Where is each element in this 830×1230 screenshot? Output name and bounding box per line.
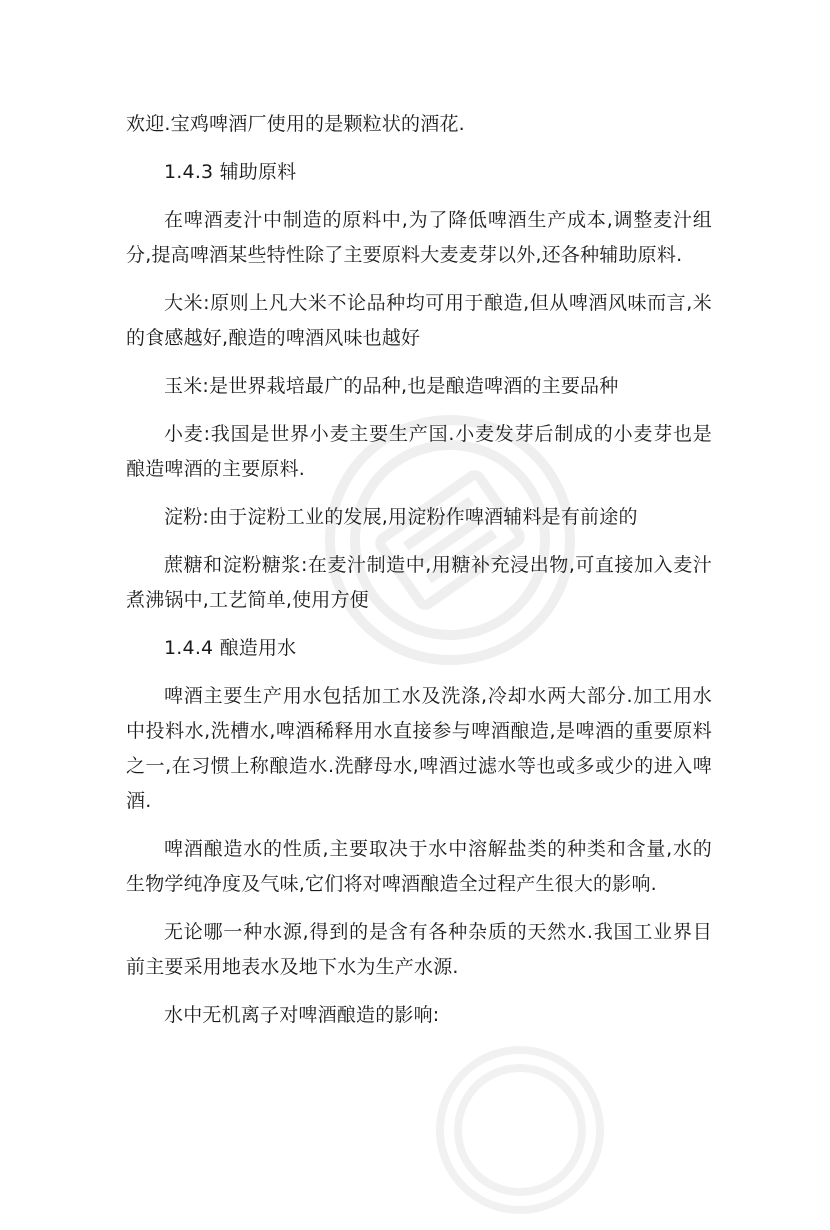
paragraph-starch: 淀粉:由于淀粉工业的发展,用淀粉作啤酒辅料是有前途的 xyxy=(164,506,638,528)
paragraph-water-sources: 无论哪一种水源,得到的是含有各种杂质的天然水.我国工业界目前主要采用地表水及地下水为生产水源. xyxy=(126,921,712,978)
section-heading-1-4-4: 1.4.4 酿造用水 xyxy=(164,637,297,659)
paragraph-inorganic-ions: 水中无机离子对啤酒酿造的影响: xyxy=(164,1004,440,1026)
document-body xyxy=(126,107,712,1033)
paragraph-rice: 大米:原则上凡大米不论品种均可用于酿造,但从啤酒风味而言,米的食感越好,酿造的啤酒风味也越好 xyxy=(126,292,712,349)
paragraph-sugar-syrup: 蔗糖和淀粉糖浆:在麦汁制造中,用糖补充浸出物,可直接加入麦汁煮沸锅中,工艺简单,使用方便 xyxy=(126,554,712,611)
section-heading-1-4-3: 1.4.3 辅助原料 xyxy=(164,161,297,183)
paragraph-corn: 玉米:是世界栽培最广的品种,也是酿造啤酒的主要品种 xyxy=(164,375,619,397)
paragraph-auxiliary-materials: 在啤酒麦汁中制造的原料中,为了降低啤酒生产成本,调整麦汁组分,提高啤酒某些特性除了主要原料大麦麦芽以外,还各种辅助原料. xyxy=(126,209,712,266)
watermark-seal-icon-secondary xyxy=(420,1030,620,1230)
paragraph-wheat: 小麦:我国是世界小麦主要生产国.小麦发芽后制成的小麦芽也是酿造啤酒的主要原料. xyxy=(126,423,712,480)
paragraph-water-properties: 啤酒酿造水的性质,主要取决于水中溶解盐类的种类和含量,水的生物学纯净度及气味,它们将对啤酒酿造全过程产生很大的影响. xyxy=(126,838,712,895)
paragraph-brewing-water-usage: 啤酒主要生产用水包括加工水及洗涤,冷却水两大部分.加工用水中投料水,洗槽水,啤酒稀释用水直接参与啤酒酿造,是啤酒的重要原料之一,在习惯上称酿造水.洗酵母水,啤酒过滤水等也或多或少的进入啤酒. xyxy=(126,685,712,812)
paragraph-hops-intro: 欢迎.宝鸡啤酒厂使用的是颗粒状的酒花. xyxy=(126,113,465,135)
